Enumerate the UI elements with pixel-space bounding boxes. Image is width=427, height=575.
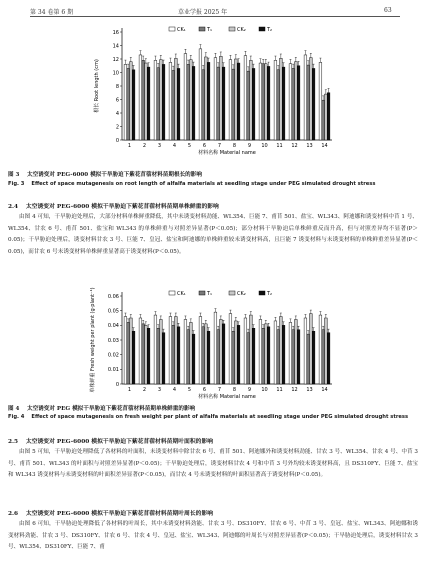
y-tick-label: 0.05 bbox=[107, 308, 119, 315]
bar-4 bbox=[162, 333, 165, 384]
bar-4 bbox=[312, 331, 315, 384]
bar-1 bbox=[289, 64, 292, 140]
bar-1 bbox=[274, 60, 277, 140]
x-tick-label: 10 bbox=[261, 387, 268, 393]
x-tick-label: 5 bbox=[187, 387, 192, 393]
section-2-4-title: 2.4 太空诱变对 PEG-6000 模拟干旱胁迫下紫花苜蓿材料苗期单株鲜重的影响 bbox=[8, 204, 219, 210]
bar-2 bbox=[127, 68, 130, 140]
bar-1 bbox=[184, 319, 187, 384]
legend-label: CK₂ bbox=[237, 291, 246, 297]
bar-4 bbox=[207, 62, 210, 140]
bar-2 bbox=[172, 325, 175, 384]
figure3-caption-en: Fig. 3 Effect of space mutagenesis on root length of alfalfa materials at seedling stage under PEG simulated drought stress bbox=[8, 181, 376, 187]
y-tick-label: 16 bbox=[112, 29, 119, 36]
bar-2 bbox=[307, 334, 310, 384]
bar-3 bbox=[325, 94, 328, 140]
legend-swatch bbox=[259, 291, 265, 295]
bar-1 bbox=[139, 55, 142, 140]
x-tick-label: 7 bbox=[217, 143, 222, 149]
bar-4 bbox=[282, 67, 285, 140]
bar-3 bbox=[145, 325, 148, 384]
y-tick-label: 0 bbox=[115, 137, 119, 144]
bar-3 bbox=[310, 58, 313, 140]
bar-3 bbox=[310, 314, 313, 384]
fresh-weight-chart bbox=[82, 286, 342, 408]
bar-3 bbox=[160, 60, 163, 140]
legend-swatch bbox=[229, 291, 235, 295]
figure3-caption-cn: 图 3 太空诱变对 PEG-6000 模拟干旱胁迫下紫花苜蓿材料苗期根长的影响 bbox=[8, 172, 202, 178]
bar-3 bbox=[235, 59, 238, 140]
bar-3 bbox=[190, 322, 193, 384]
bar-1 bbox=[319, 315, 322, 384]
bar-2 bbox=[157, 68, 160, 140]
bar-3 bbox=[295, 62, 298, 140]
section-2-4-paragraph: 由图 4 可知，干旱胁迫处理后，大部分材料单株鲜重降低，其中未诱变材料劲能、WL354、巨能 7、甫苜 501、盐宝、WL343、阿迪娜和诱变材料中苜 1 号、WL354、甘农 6 号、甫苜 501、盐宝和 WL343 的单株鲜重与对照差异显著(P＜0.05)；部分材料干旱胁迫后单株鲜重反而升高，但与对照差异均不显著(P＞0.05)；干旱胁迫处理后，诱变材料甘农 3 号、巨能 7、皇冠、盐宝和阿迪娜的单株鲜重较未诱变材料高，且巨能 7 诱变材料与未诱变材料的单株鲜重差异显著(P＜0.05)，而甘农 6 号未诱变材料单株鲜重显著高于诱变材料(P＜0.05)。 bbox=[8, 214, 418, 255]
x-tick-label: 14 bbox=[321, 387, 328, 393]
bar-1 bbox=[289, 322, 292, 384]
bar-3 bbox=[130, 62, 133, 140]
bar-3 bbox=[265, 324, 268, 384]
x-tick-label: 5 bbox=[187, 143, 192, 149]
bar-2 bbox=[187, 64, 190, 140]
legend-label: CK₂ bbox=[237, 27, 246, 33]
x-tick-label: 13 bbox=[306, 143, 313, 149]
legend-label: T₁ bbox=[207, 291, 213, 297]
y-tick-label: 8 bbox=[115, 83, 119, 90]
header-rule bbox=[30, 16, 400, 17]
legend-swatch bbox=[229, 27, 235, 31]
figure4-caption-en: Fig. 4 Effect of space mutagenesis on fresh weight per plant of alfalfa materials at seedling stage under PEG simulated drought stress bbox=[8, 414, 409, 420]
y-axis-label: 根长 Root length (cm) bbox=[94, 59, 100, 113]
legend-label: T₂ bbox=[267, 27, 273, 33]
bar-1 bbox=[259, 63, 262, 140]
bar-4 bbox=[132, 331, 135, 384]
bar-1 bbox=[154, 60, 157, 140]
x-tick-label: 3 bbox=[157, 143, 162, 149]
bar-2 bbox=[142, 324, 145, 384]
x-tick-label: 9 bbox=[247, 387, 252, 393]
bar-1 bbox=[154, 315, 157, 384]
bar-3 bbox=[175, 58, 178, 140]
bar-2 bbox=[322, 330, 325, 384]
bar-2 bbox=[262, 328, 265, 384]
bar-1 bbox=[259, 319, 262, 384]
bar-4 bbox=[267, 327, 270, 384]
bar-4 bbox=[222, 324, 225, 384]
x-tick-label: 12 bbox=[291, 387, 298, 393]
bar-2 bbox=[232, 331, 235, 384]
y-tick-label: 0.03 bbox=[107, 337, 119, 344]
x-tick-label: 2 bbox=[142, 143, 147, 149]
bar-1 bbox=[199, 49, 202, 140]
bar-2 bbox=[292, 68, 295, 140]
bar-4 bbox=[132, 70, 135, 140]
bar-1 bbox=[184, 54, 187, 140]
x-tick-label: 2 bbox=[142, 387, 147, 393]
bar-3 bbox=[250, 315, 253, 384]
bar-1 bbox=[169, 317, 172, 384]
y-tick-label: 0.06 bbox=[107, 293, 119, 300]
bar-4 bbox=[162, 64, 165, 140]
bar-1 bbox=[229, 314, 232, 384]
y-tick-label: 4 bbox=[115, 110, 119, 117]
x-tick-label: 11 bbox=[276, 143, 283, 149]
bar-3 bbox=[265, 64, 268, 140]
bar-1 bbox=[244, 56, 247, 140]
bar-2 bbox=[127, 322, 130, 384]
y-tick-label: 0.04 bbox=[107, 323, 119, 330]
bar-3 bbox=[280, 317, 283, 384]
bar-3 bbox=[205, 57, 208, 140]
header-volume: 第 34 卷第 6 期 bbox=[30, 9, 74, 16]
bar-1 bbox=[139, 318, 142, 384]
bar-1 bbox=[244, 318, 247, 384]
bar-2 bbox=[217, 67, 220, 140]
y-tick-label: 0 bbox=[115, 381, 119, 388]
bar-4 bbox=[237, 63, 240, 140]
x-tick-label: 7 bbox=[217, 387, 222, 393]
x-tick-label: 4 bbox=[172, 387, 177, 393]
bar-1 bbox=[214, 312, 217, 384]
bar-4 bbox=[297, 330, 300, 384]
bar-2 bbox=[202, 327, 205, 384]
bar-1 bbox=[304, 55, 307, 140]
bar-3 bbox=[235, 321, 238, 384]
x-tick-label: 1 bbox=[127, 387, 132, 393]
bar-4 bbox=[297, 66, 300, 140]
x-axis-label: 材料名称 Material name bbox=[198, 150, 256, 156]
bar-4 bbox=[252, 68, 255, 140]
y-tick-label: 0.02 bbox=[107, 352, 119, 359]
bar-4 bbox=[222, 67, 225, 140]
bar-1 bbox=[229, 60, 232, 140]
x-tick-label: 4 bbox=[172, 143, 177, 149]
bar-3 bbox=[280, 58, 283, 140]
y-tick-label: 10 bbox=[112, 70, 119, 77]
header-journal: 草业学报 2025 年 bbox=[178, 9, 228, 16]
x-tick-label: 12 bbox=[291, 143, 298, 149]
bar-4 bbox=[192, 334, 195, 384]
y-tick-label: 2 bbox=[115, 124, 119, 131]
bar-1 bbox=[124, 64, 127, 140]
y-tick-label: 0.01 bbox=[107, 367, 119, 374]
bar-2 bbox=[247, 71, 250, 140]
bar-2 bbox=[172, 70, 175, 140]
legend-label: T₁ bbox=[207, 27, 213, 33]
x-tick-label: 8 bbox=[232, 387, 237, 393]
legend-swatch bbox=[259, 27, 265, 31]
section-2-5-title: 2.5 太空诱变对 PEG-6000 模拟干旱胁迫下紫花苜蓿材料苗期叶面积的影响 bbox=[8, 439, 214, 445]
bar-3 bbox=[145, 63, 148, 140]
bar-4 bbox=[177, 327, 180, 384]
section-2-6-paragraph: 由图 6 可知，干旱胁迫处理降低了各材料的叶周长，其中未诱变材料劲能、甘农 3 号、DS310FY、甘农 6 号、中苜 3 号、皇冠、盐宝、WL343、阿迪娜和诱变材料劲能、甘农 3 号、DS310FY、甘农 6 号、甘农 4 号、皇冠、盐宝、WL343、阿迪娜的叶周长与对照差异显著(P＜0.05)；干旱胁迫处理后，诱变材料甘农 3 号、WL354、DS310FY、巨能 7、甫 bbox=[8, 521, 418, 550]
bar-2 bbox=[142, 60, 145, 140]
legend-swatch bbox=[199, 27, 205, 31]
header-page-number: 63 bbox=[384, 7, 392, 14]
bar-1 bbox=[124, 317, 127, 384]
x-tick-label: 6 bbox=[202, 387, 207, 393]
section-2-5-paragraph: 由图 5 可知，干旱胁迫处理降低了各材料的叶面积，未诱变材料中除甘农 6 号、甫苜 501、阿迪娜外和诱变材料劲能、甘农 3 号、WL354、甘农 4 号、中苜 3 号、甫苜 501、WL343 的叶面积与对照差异显著(P＜0.05)；干旱胁迫处理后，诱变材料甘农 4 号和中苜 3 号外均较未诱变材料高，且 DS310FY、巨能 7、盐宝和 WL343 诱变材料与未诱变材料的叶面积差异显著(P＜0.05)，而甘农 4 号未诱变材料的叶面积显著高于诱变材料(P＜0.05)。 bbox=[8, 449, 418, 478]
bar-3 bbox=[295, 319, 298, 384]
bar-2 bbox=[322, 100, 325, 140]
bar-1 bbox=[199, 317, 202, 384]
bar-3 bbox=[220, 56, 223, 140]
bar-2 bbox=[232, 69, 235, 140]
x-tick-label: 13 bbox=[306, 387, 313, 393]
bar-4 bbox=[147, 67, 150, 140]
x-tick-label: 1 bbox=[127, 143, 132, 149]
x-tick-label: 9 bbox=[247, 143, 252, 149]
bar-3 bbox=[205, 324, 208, 384]
x-tick-label: 6 bbox=[202, 143, 207, 149]
y-tick-label: 12 bbox=[112, 56, 119, 63]
y-tick-label: 6 bbox=[115, 97, 119, 104]
x-tick-label: 10 bbox=[261, 143, 268, 149]
bar-2 bbox=[187, 330, 190, 384]
bar-4 bbox=[192, 66, 195, 140]
bar-1 bbox=[169, 62, 172, 140]
bar-4 bbox=[207, 331, 210, 384]
bar-2 bbox=[277, 330, 280, 384]
bar-2 bbox=[277, 70, 280, 140]
bar-4 bbox=[177, 68, 180, 140]
bar-2 bbox=[307, 65, 310, 140]
x-tick-label: 14 bbox=[321, 143, 328, 149]
bar-4 bbox=[267, 66, 270, 140]
bar-4 bbox=[237, 325, 240, 384]
root-length-chart bbox=[82, 20, 342, 166]
bar-4 bbox=[147, 328, 150, 384]
bar-3 bbox=[130, 318, 133, 384]
bar-3 bbox=[250, 60, 253, 140]
x-tick-label: 11 bbox=[276, 387, 283, 393]
bar-1 bbox=[319, 62, 322, 140]
bar-4 bbox=[312, 68, 315, 140]
x-tick-label: 3 bbox=[157, 387, 162, 393]
legend-swatch bbox=[199, 291, 205, 295]
bar-2 bbox=[292, 330, 295, 384]
bar-1 bbox=[274, 321, 277, 384]
bar-1 bbox=[304, 318, 307, 384]
legend-swatch bbox=[169, 27, 175, 31]
y-axis-label: 单株鲜重 Fresh weight per plant (g·plant⁻¹) bbox=[90, 287, 96, 393]
bar-3 bbox=[325, 318, 328, 384]
bar-4 bbox=[282, 325, 285, 384]
bar-3 bbox=[175, 317, 178, 384]
y-tick-label: 14 bbox=[112, 43, 119, 50]
bar-4 bbox=[252, 328, 255, 384]
legend-label: CK₁ bbox=[177, 27, 186, 33]
bar-2 bbox=[217, 330, 220, 384]
bar-2 bbox=[262, 64, 265, 140]
bar-2 bbox=[247, 333, 250, 384]
legend-swatch bbox=[169, 291, 175, 295]
bar-2 bbox=[202, 70, 205, 140]
bar-2 bbox=[157, 328, 160, 384]
bar-4 bbox=[327, 333, 330, 384]
bar-1 bbox=[214, 58, 217, 140]
x-tick-label: 8 bbox=[232, 143, 237, 149]
bar-3 bbox=[220, 319, 223, 384]
legend-label: CK₁ bbox=[177, 291, 186, 297]
bar-3 bbox=[190, 60, 193, 140]
bar-4 bbox=[327, 93, 330, 140]
figure4-caption-cn: 图 4 太空诱变对 PEG 模拟干旱胁迫下紫花苜蓿材料苗期单株鲜重的影响 bbox=[8, 406, 196, 412]
x-axis-label: 材料名称 Material name bbox=[198, 394, 256, 400]
section-2-6-title: 2.6 太空诱变对 PEG-6000 模拟干旱胁迫下紫花苜蓿材料苗期叶周长的影响 bbox=[8, 511, 214, 517]
bar-3 bbox=[160, 319, 163, 384]
legend-label: T₂ bbox=[267, 291, 273, 297]
